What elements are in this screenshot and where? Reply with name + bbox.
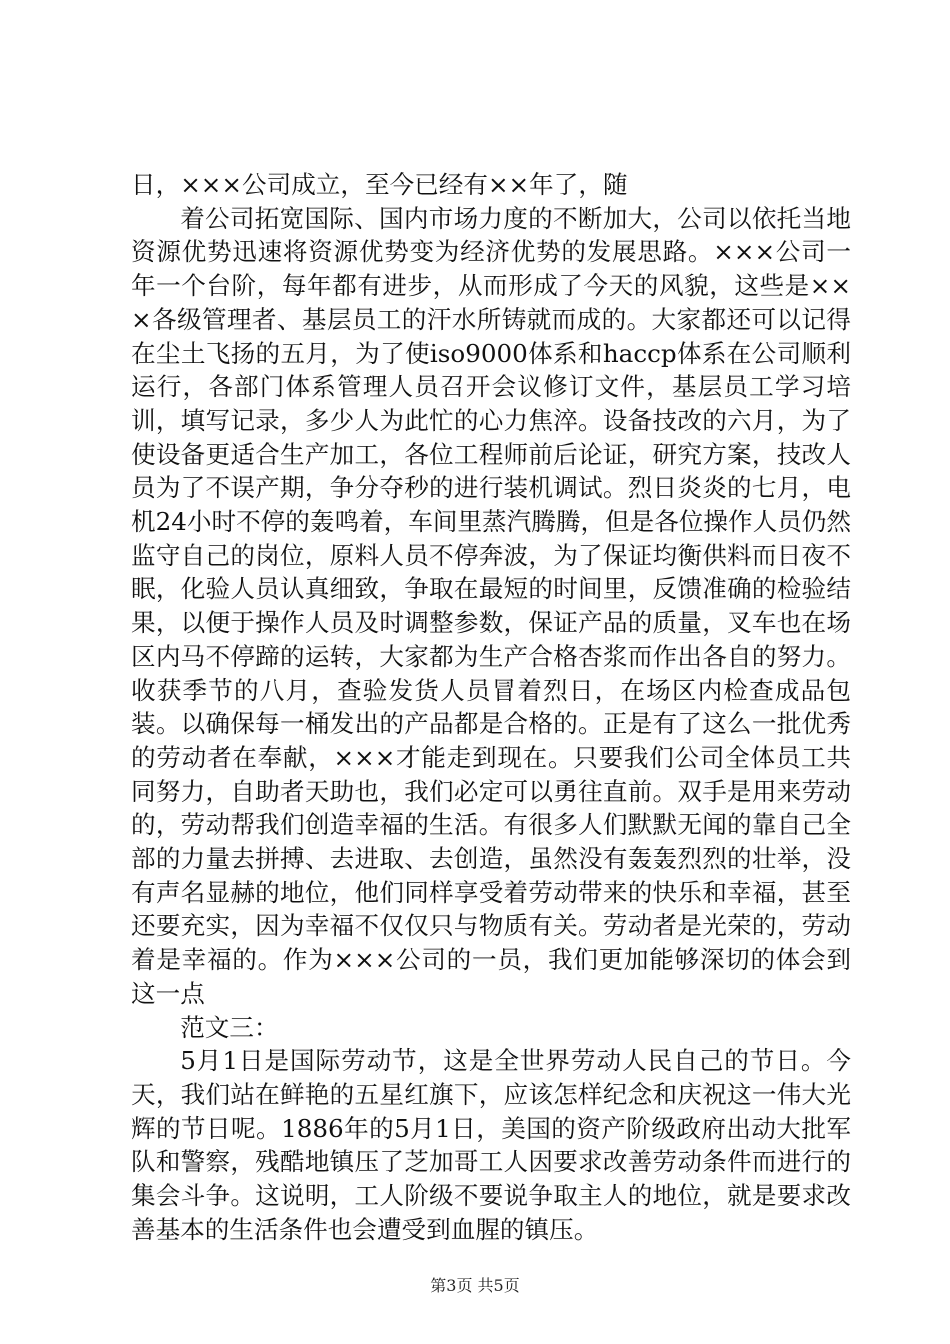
paragraph-labor-day: 5月1日是国际劳动节，这是全世界劳动人民自己的节日。今天，我们站在鲜艳的五星红旗下，应该怎样纪念和庆祝这一伟大光辉的节日呢。1886年的5月1日，美国的资产阶级政府出动大批军队和警察，残酷地镇压了芝加哥工人因要求改善劳动条件而进行的集会斗争。这说明，工人阶级不要说争取主人的地位，就是要求改善基本的生活条件也会遭受到血腥的镇压。	[131, 1046, 851, 1244]
paragraph-company-history: 着公司拓宽国际、国内市场力度的不断加大，公司以依托当地资源优势迅速将资源优势变为经济优势的发展思路。×××公司一年一个台阶，每年都有进步，从而形成了今天的风貌，这些是×××各级管理者、基层员工的汗水所铸就而成的。大家都还可以记得在尘土飞扬的五月，为了使iso9000体系和haccp体系在公司顺利运行，各部门体系管理人员召开会议修订文件，基层员工学习培训，填写记录，多少人为此忙的心力焦淬。设备技改的六月，为了使设备更适合生产加工，各位工程师前后论证，研究方案，技改人员为了不误产期，争分夺秒的进行装机调试。烈日炎炎的七月，电机24小时不停的轰鸣着，车间里蒸汽腾腾，但是各位操作人员仍然监守自己的岗位，原料人员不停奔波，为了保证均衡供料而日夜不眠，化验人员认真细致，争取在最短的时间里，反馈准确的检验结果，以便于操作人员及时调整参数，保证产品的质量，叉车也在场区内马不停蹄的运转，大家都为生产合格杏浆而作出各自的努力。收获季节的八月，查验发货人员冒着烈日，在场区内检查成品包装。以确保每一桶发出的产品都是合格的。正是有了这么一批优秀的劳动者在奉献，×××才能走到现在。只要我们公司全体员工共同努力，自助者天助也，我们必定可以勇往直前。双手是用来劳动的，劳动帮我们创造幸福的生活。有很多人们默默无闻的靠自己全部的力量去拼搏、去进取、去创造，虽然没有轰轰烈烈的壮举，没有声名显赫的地位，他们同样享受着劳动带来的快乐和幸福，甚至还要充实，因为幸福不仅仅只与物质有关。劳动者是光荣的，劳动着是幸福的。作为×××公司的一员，我们更加能够深切的体会到这一点	[131, 203, 851, 1008]
document-body	[131, 168, 851, 1247]
paragraph-continuation: 日，×××公司成立，至今已经有××年了，随	[131, 170, 628, 199]
page-number-footer: 第3页 共5页	[430, 1276, 520, 1295]
section-heading-sample-three: 范文三：	[180, 1012, 279, 1042]
